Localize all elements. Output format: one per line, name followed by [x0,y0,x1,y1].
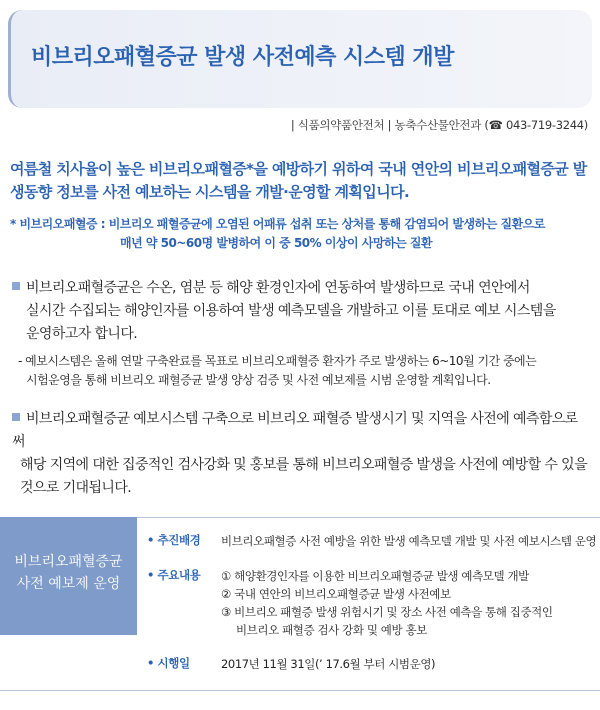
footnote [10,215,592,253]
bullet-1-line-1: 비브리오패혈증균은 수온, 염분 등 해양 환경인자에 연동하여 발생하므로 국내 연안에서 [26,280,530,296]
summary-bottom-divider [0,690,600,691]
source-credit: | 식품의약품안전처 | 농축수산물안전과 (☎ 043-719-3244) [290,118,588,132]
content-item-1: ① 해양환경인자를 이용한 비브리오패혈증균 발생 예측모델 개발 [221,569,529,583]
bullet-paragraph-1 [12,277,590,346]
bullet-1-line-2: 실시간 수집되는 해양인자를 이용하여 발생 예측모델을 개발하고 이를 토대로 예보 시스템을 [26,303,556,319]
bullet-2-line-1: 비브리오패혈증균 예보시스템 구축으로 비브리오 패혈증 발생시기 및 지역을 사전에 예측함으로써 [12,411,578,450]
bullet-2-line-3: 것으로 기대됩니다. [20,480,132,496]
bullet-1-line-3: 운영하고자 합니다. [26,326,138,342]
sub-line-2: 시험운영을 통해 비브리오 패혈증균 발생 양상 검증 및 사전 예보제를 시범 운영할 계획입니다. [26,373,491,387]
footnote-line-1: * 비브리오패혈증 : 비브리오 패혈증균에 오염된 어패류 섭취 또는 상처를 통해 감염되어 발생하는 질환으로 [10,217,545,231]
bullet-paragraph-2 [12,408,590,500]
bullet-2-line-2: 해당 지역에 대한 집중적인 검사강화 및 홍보를 통해 비브리오패혈증 발생을 사전에 예방할 수 있을 [20,457,588,473]
footnote-line-2: 매년 약 50~60명 발병하여 이 중 50% 이상이 사망하는 질환 [120,236,433,250]
page-title: 비브리오패혈증균 발생 사전예측 시스템 개발 [31,45,454,70]
summary-side-label [0,517,137,635]
row-label: • 주요내용 [147,568,201,582]
bullet-square-icon [12,413,20,421]
content-item-3-cont: 비브리오 패혈증 검사 강화 및 예방 홍보 [236,623,427,637]
row-label: • 시행일 [147,656,190,670]
intro-paragraph: 여름철 치사율이 높은 비브리오패혈증*을 예방하기 위하여 국내 연안의 비브리오패혈증균 발생동향 정보를 사전 예보하는 시스템을 개발·운영할 계획입니다. [10,160,587,201]
bullet-square-icon [12,282,20,290]
content-item-3: ③ 비브리오 패혈증 발생 위험시기 및 장소 사전 예측을 통해 집중적인 [221,605,553,619]
row-label: • 추진배경 [147,533,201,547]
title-banner [8,10,592,108]
sub-paragraph [18,352,590,390]
side-label-line-1: 비브리오패혈증균 [14,554,123,570]
row-value-list [221,567,553,639]
side-label-line-2: 사전 예보제 운영 [16,576,121,592]
row-value: 비브리오패혈증 사전 예방을 위한 발생 예측모델 개발 및 사전 예보시스템 운영 [221,534,597,548]
sub-line-1: - 예보시스템은 올해 연말 구축완료를 목표로 비브리오패혈증 환자가 주로 발생하는 6~10월 기간 중에는 [18,354,537,368]
content-item-2: ② 국내 연안의 비브리오패혈증균 발생 사전예보 [221,587,451,601]
row-value: 2017년 11월 31일(’ 17.6월 부터 시범운영) [221,657,436,671]
